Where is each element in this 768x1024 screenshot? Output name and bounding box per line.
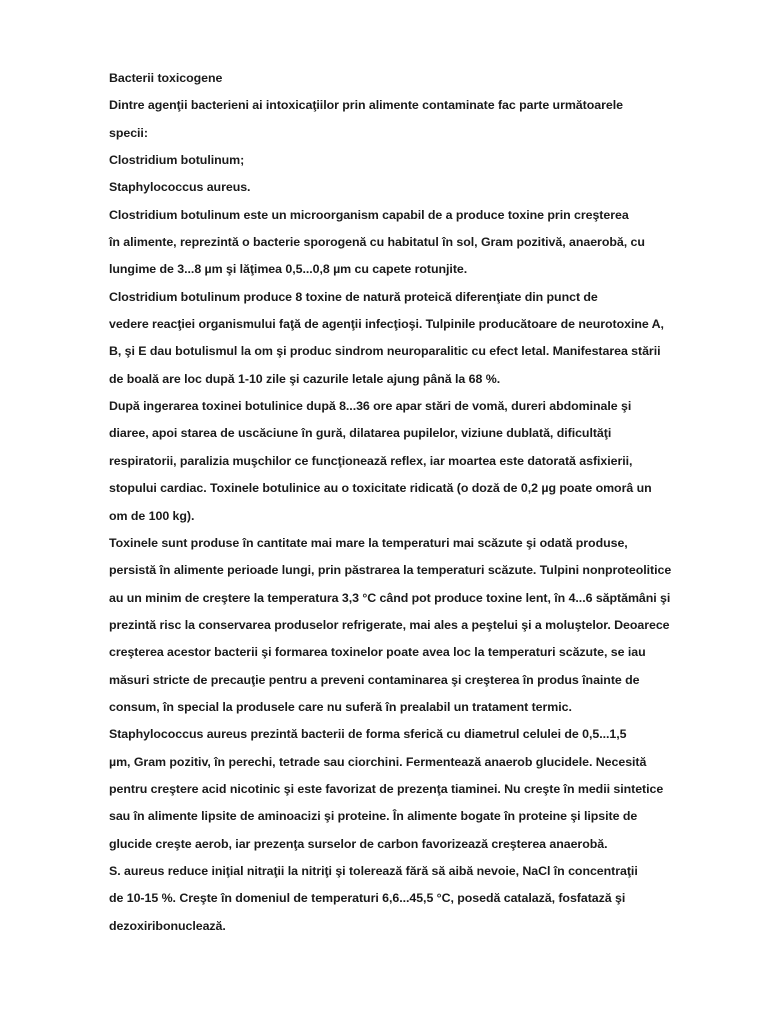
text-line: prezintă risc la conservarea produselor refrigerate, mai ales a peştelui şi a moluştelor. Deoarece xyxy=(109,617,670,632)
text-line: om de 100 kg). xyxy=(109,508,195,523)
text-line: respiratorii, paralizia muşchilor ce funcţionează reflex, iar moartea este datorată asfixierii, xyxy=(109,453,633,468)
text-line: Staphylococcus aureus prezintă bacterii de forma sferică cu diametrul celulei de 0,5...1,5 xyxy=(109,727,627,742)
text-line: Dintre agenţii bacterieni ai intoxicaţiilor prin alimente contaminate fac parte următoarele xyxy=(109,98,623,113)
text-line: specii: xyxy=(109,125,148,140)
text-line: de 10-15 %. Creşte în domeniul de temperaturi 6,6...45,5 °C, posedă catalază, fosfatază şi xyxy=(109,891,626,906)
document-title: Bacterii toxicogene xyxy=(109,71,223,85)
text-line: dezoxiribonuclează. xyxy=(109,918,226,933)
text-line: în alimente, reprezintă o bacterie sporogenă cu habitatul în sol, Gram pozitivă, anaerobă, cu xyxy=(109,235,645,250)
text-line: pentru creştere acid nicotinic şi este favorizat de prezenţa tiaminei. Nu creşte în medii sintetice xyxy=(109,781,664,796)
text-line: µm, Gram pozitiv, în perechi, tetrade sau ciorchini. Fermentează anaerob glucidele. Necesită xyxy=(109,754,647,769)
text-line: glucide creşte aerob, iar prezenţa surselor de carbon favorizează creşterea anaerobă. xyxy=(109,836,608,851)
text-line: sau în alimente lipsite de aminoacizi şi proteine. În alimente bogate în proteine şi lipsite de xyxy=(109,809,638,824)
text-line: stopului cardiac. Toxinele botulinice au o toxicitate ridicată (o doză de 0,2 µg poate omorâ un xyxy=(109,481,652,496)
text-line: lungime de 3...8 µm şi lăţimea 0,5...0,8 µm cu capete rotunjite. xyxy=(109,262,468,277)
text-line: S. aureus reduce iniţial nitraţii la nitriţi şi tolerează fără să aibă nevoie, NaCl în concentraţii xyxy=(109,863,638,878)
text-line: consum, în special la produsele care nu suferă în prealabil un tratament termic. xyxy=(109,699,572,714)
text-line: Clostridium botulinum; xyxy=(109,153,245,168)
text-line: Toxinele sunt produse în cantitate mai mare la temperaturi mai scăzute şi odată produse, xyxy=(109,535,628,550)
document-body xyxy=(109,65,689,940)
text-line: B, şi E dau botulismul la om şi produc sindrom neuroparalitic cu efect letal. Manifestarea stării xyxy=(109,344,661,359)
text-line: măsuri stricte de precauţie pentru a preveni contaminarea şi creşterea în produs înainte de xyxy=(109,672,640,687)
text-line: diaree, apoi starea de uscăciune în gură, dilatarea pupilelor, viziune dublată, dificultăţi xyxy=(109,426,612,441)
text-line: vedere reacţiei organismului faţă de agenţii infecţioşi. Tulpinile producătoare de neurotoxine A, xyxy=(109,317,664,332)
text-line: creşterea acestor bacterii şi formarea toxinelor poate avea loc la temperaturi scăzute, se iau xyxy=(109,645,646,660)
text-line: au un minim de creştere la temperatura 3,3 °C când pot produce toxine lent, în 4...6 săptămâni şi xyxy=(109,590,671,605)
text-line: persistă în alimente perioade lungi, prin păstrarea la temperaturi scăzute. Tulpini nonproteolitice xyxy=(109,563,672,578)
text-line: Clostridium botulinum este un microorganism capabil de a produce toxine prin creşterea xyxy=(109,207,629,222)
text-line: de boală are loc după 1-10 zile şi cazurile letale ajung până la 68 %. xyxy=(109,371,501,386)
text-line: Staphylococcus aureus. xyxy=(109,180,251,195)
text-line: Clostridium botulinum produce 8 toxine de natură proteică diferenţiate din punct de xyxy=(109,289,598,304)
text-line: După ingerarea toxinei botulinice după 8...36 ore apar stări de vomă, dureri abdominale şi xyxy=(109,399,632,414)
